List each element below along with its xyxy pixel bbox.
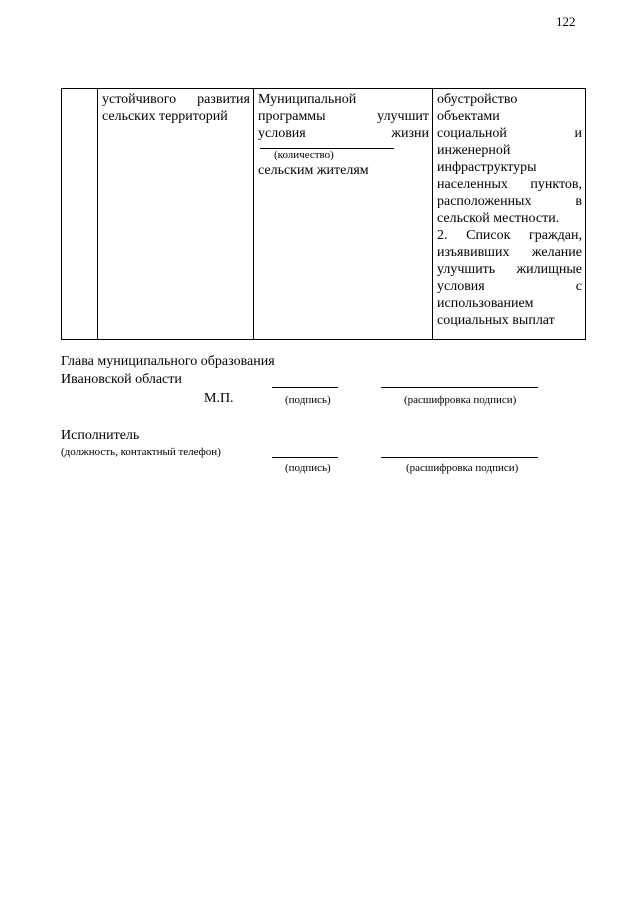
cell-text-line: расположенных в [437,194,582,209]
table-cell-documents [433,89,586,340]
cell-text-line: населенных пунктов, [437,177,582,192]
head-decode-label: (расшифровка подписи) [404,394,517,406]
table-cell-result [254,89,433,340]
executor-decode-line [381,457,538,458]
cell-text-line: использованием [437,296,534,311]
cell-text-line: объектами [437,109,500,124]
cell-text-line: социальной и [437,126,582,141]
cell-text-line: 2. Список граждан, [437,228,582,243]
cell-text-line: устойчивого развития [102,92,250,107]
cell-text-line: изъявивших желание [437,245,582,260]
executor-signature-line [272,457,338,458]
executor-signature-label: (подпись) [285,462,331,474]
cell-text-line: улучшить жилищные [437,262,582,277]
head-title-line2: Ивановской области [61,372,182,387]
cell-text-line: социальных выплат [437,313,555,328]
cell-text-line: сельских территорий [102,109,228,124]
table-cell-number [62,89,98,340]
cell-text-line: сельским жителям [258,163,369,178]
stamp-label: М.П. [204,391,234,406]
table-row [62,89,586,340]
cell-text-line: программы улучшит [258,109,429,124]
head-signature-label: (подпись) [285,394,331,406]
cell-text-line: сельской местности. [437,211,560,226]
cell-text-line: условия с [437,279,582,294]
table-fragment [61,88,586,340]
cell-text-line: обустройство [437,92,518,107]
head-decode-line [381,387,538,388]
cell-text-line: Муниципальной [258,92,357,107]
head-title-line1: Глава муниципального образования [61,354,275,369]
page-number: 122 [556,14,576,29]
cell-text-line: инженерной [437,143,511,158]
table-cell-task [98,89,254,340]
executor-subtitle: (должность, контактный телефон) [61,446,221,458]
head-signature-line [272,387,338,388]
executor-title: Исполнитель [61,428,140,443]
cell-text-line: условия жизни [258,126,429,141]
executor-decode-label: (расшифровка подписи) [406,462,519,474]
cell-text-line: инфраструктуры [437,160,537,175]
quantity-label: (количество) [274,149,334,161]
